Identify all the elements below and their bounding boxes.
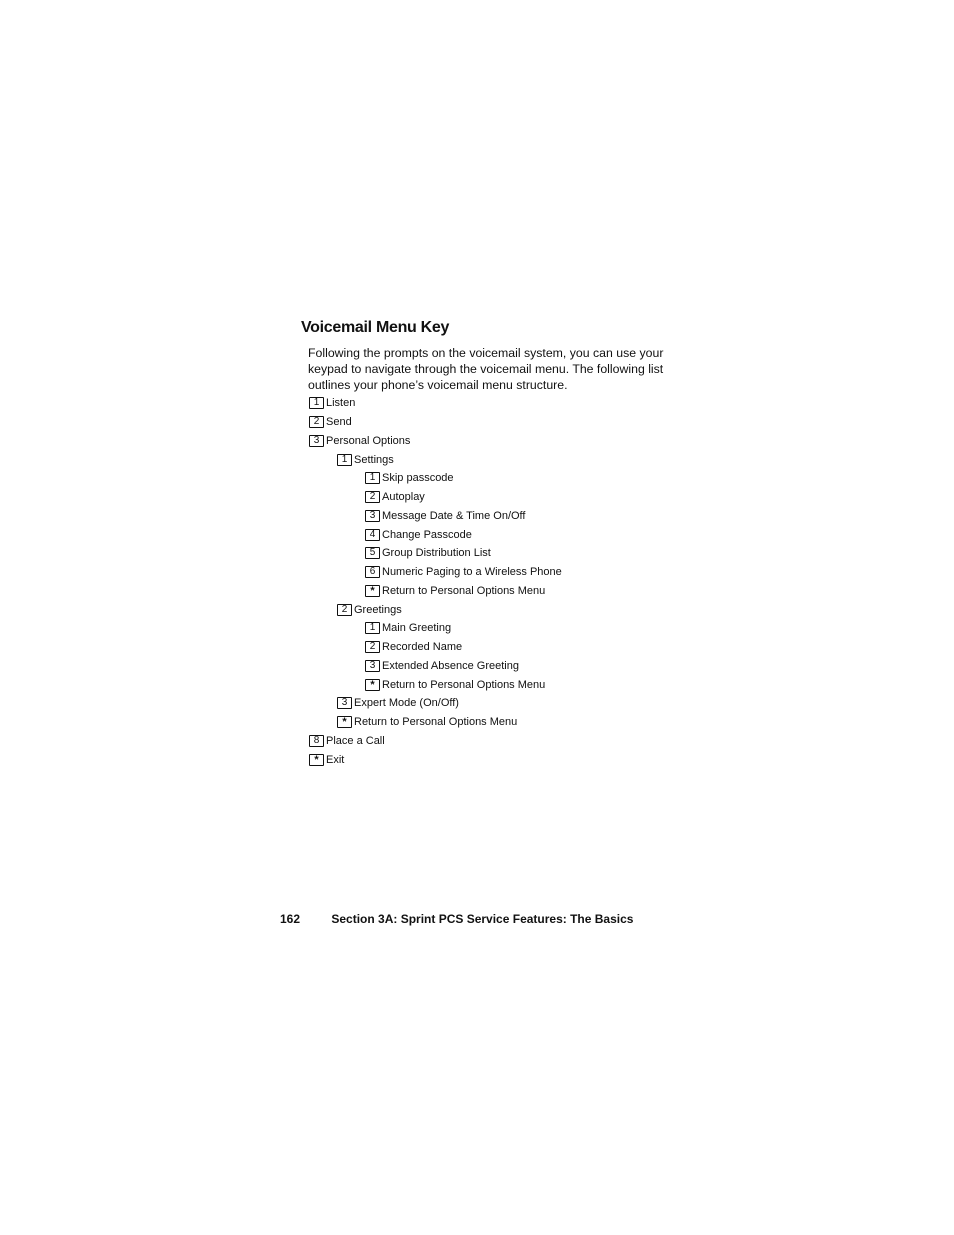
menu-item (309, 675, 562, 694)
number-key-icon: 3 (309, 435, 324, 447)
number-key-icon: 3 (337, 697, 352, 709)
menu-item-label: Autoplay (382, 491, 425, 504)
menu-item (309, 488, 562, 507)
number-key-icon: 2 (337, 604, 352, 616)
menu-item-label: Send (326, 416, 352, 429)
number-key-icon: 4 (365, 529, 380, 541)
menu-item-label: Main Greeting (382, 622, 452, 635)
menu-item (309, 544, 562, 563)
star-key-icon: * (365, 585, 380, 597)
menu-item (309, 450, 562, 469)
star-key-icon: * (365, 679, 380, 691)
menu-item-label: Message Date & Time On/Off (382, 509, 526, 522)
menu-item-label: Recorded Name (382, 641, 463, 654)
menu-item (309, 582, 562, 601)
menu-item (309, 469, 562, 488)
number-key-icon: 1 (365, 472, 380, 484)
menu-item-label: Greetings (354, 603, 402, 616)
number-key-icon: 1 (365, 622, 380, 634)
number-key-icon: 3 (365, 510, 380, 522)
section-title: Section 3A: Sprint PCS Service Features: The Basics (331, 912, 634, 926)
page-title: Voicemail Menu Key (301, 319, 450, 336)
intro-paragraph: Following the prompts on the voicemail system, you can use your keypad to navigate through the voicemail menu. The following list outlines your phone’s voicemail menu structure. (308, 346, 664, 392)
number-key-icon: 3 (365, 660, 380, 672)
voicemail-menu-list (309, 394, 562, 769)
menu-item-label: Expert Mode (On/Off) (354, 697, 459, 710)
menu-item (309, 394, 562, 413)
menu-item-label: Personal Options (326, 434, 411, 447)
menu-item-label: Listen (326, 397, 356, 410)
menu-item (309, 525, 562, 544)
menu-item-label: Return to Personal Options Menu (382, 584, 546, 597)
menu-item (309, 713, 562, 732)
menu-item (309, 413, 562, 432)
menu-item (309, 732, 562, 751)
menu-item (309, 432, 562, 451)
menu-item (309, 600, 562, 619)
page-number: 162 (280, 912, 301, 926)
number-key-icon: 1 (309, 397, 324, 409)
number-key-icon: 5 (365, 547, 380, 559)
number-key-icon: 2 (365, 641, 380, 653)
menu-item (309, 638, 562, 657)
page-footer (280, 912, 633, 926)
star-key-icon: * (337, 716, 352, 728)
menu-item (309, 563, 562, 582)
menu-item (309, 619, 562, 638)
number-key-icon: 2 (365, 491, 380, 503)
menu-item-label: Return to Personal Options Menu (354, 716, 518, 729)
menu-item (309, 694, 562, 713)
menu-item (309, 507, 562, 526)
menu-item (309, 750, 562, 769)
menu-item-label: Exit (326, 753, 345, 766)
number-key-icon: 6 (365, 566, 380, 578)
number-key-icon: 8 (309, 735, 324, 747)
number-key-icon: 1 (337, 454, 352, 466)
menu-item-label: Change Passcode (382, 528, 472, 541)
menu-item (309, 657, 562, 676)
menu-item-label: Skip passcode (382, 472, 454, 485)
menu-item-label: Return to Personal Options Menu (382, 678, 546, 691)
menu-item-label: Place a Call (326, 734, 385, 747)
star-key-icon: * (309, 754, 324, 766)
number-key-icon: 2 (309, 416, 324, 428)
menu-item-label: Numeric Paging to a Wireless Phone (382, 566, 562, 579)
menu-item-label: Extended Absence Greeting (382, 659, 519, 672)
menu-item-label: Group Distribution List (382, 547, 491, 560)
menu-item-label: Settings (354, 453, 394, 466)
